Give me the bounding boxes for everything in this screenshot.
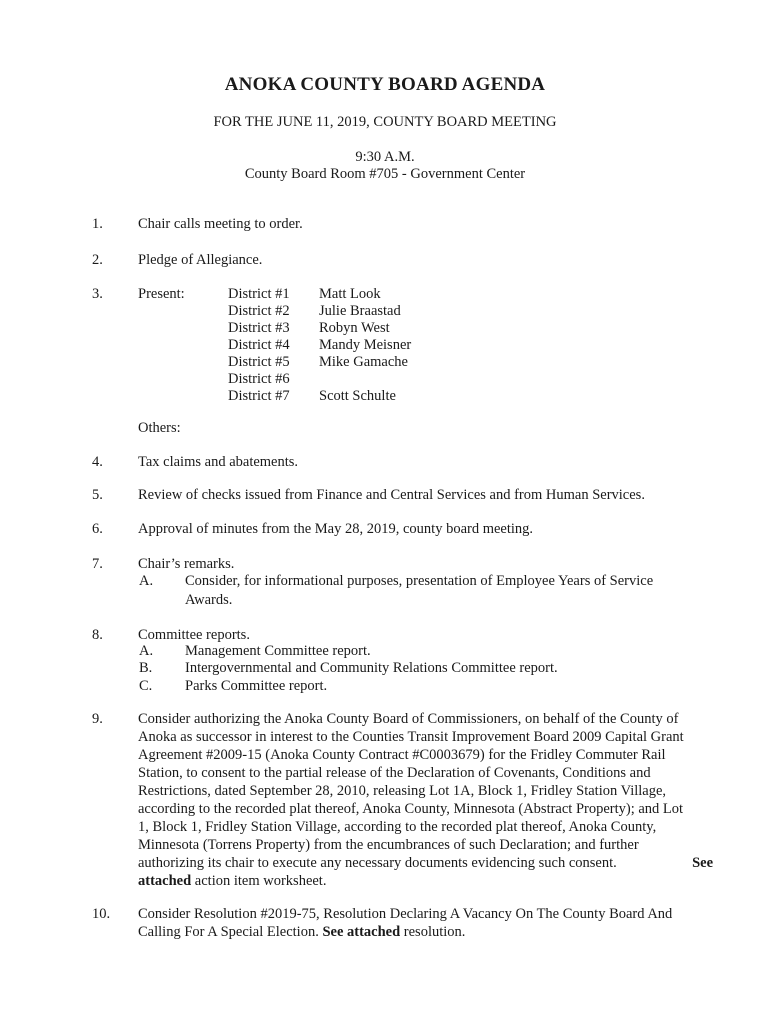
- sub-item-letter: A.: [139, 643, 154, 659]
- attached-reference: attached: [138, 873, 192, 889]
- district-label: District #3: [228, 320, 290, 336]
- see-reference: See: [692, 855, 713, 871]
- item-text-line: Station, to consent to the partial release of the Declaration of Covenants, Conditions and: [138, 765, 651, 781]
- sub-item-letter: A.: [139, 573, 154, 589]
- item-text: Committee reports.: [138, 627, 250, 643]
- item-number: 2.: [92, 252, 103, 268]
- district-label: District #4: [228, 337, 290, 353]
- item-number: 6.: [92, 521, 103, 537]
- item-text-line: [138, 873, 713, 890]
- item-text: Pledge of Allegiance.: [138, 252, 263, 268]
- item-text-fragment: resolution.: [403, 924, 466, 940]
- district-label: District #6: [228, 371, 290, 387]
- commissioner-name: Julie Braastad: [319, 303, 401, 319]
- item-text-line: [138, 924, 713, 941]
- district-label: District #5: [228, 354, 290, 370]
- item-number: 10.: [92, 906, 111, 922]
- commissioner-name: Robyn West: [319, 320, 390, 336]
- sub-item-text: Intergovernmental and Community Relations Committee report.: [185, 660, 558, 676]
- item-text-fragment: Calling For A Special Election.: [138, 924, 319, 940]
- see-attached-reference: See attached: [322, 924, 401, 940]
- meeting-time: 9:30 A.M.: [355, 149, 415, 165]
- item-text: Approval of minutes from the May 28, 2019, county board meeting.: [138, 521, 534, 537]
- present-label: Present:: [138, 286, 185, 302]
- commissioner-name: Mike Gamache: [319, 354, 408, 370]
- item-number: 7.: [92, 556, 103, 572]
- item-text-line: [138, 855, 713, 872]
- commissioner-name: Matt Look: [319, 286, 381, 302]
- meeting-subtitle: FOR THE JUNE 11, 2019, COUNTY BOARD MEETING: [213, 114, 557, 130]
- item-text: Tax claims and abatements.: [138, 454, 299, 470]
- agenda-title: ANOKA COUNTY BOARD AGENDA: [224, 74, 546, 95]
- district-label: District #2: [228, 303, 290, 319]
- item-text: Chair calls meeting to order.: [138, 216, 303, 232]
- sub-item-text: Management Committee report.: [185, 643, 371, 659]
- item-text-line: Anoka as successor in interest to the Counties Transit Improvement Board 2009 Capital Grant: [138, 729, 684, 745]
- item-text-line: according to the recorded plat thereof, Anoka County, Minnesota (Abstract Property); and Lot: [138, 801, 684, 817]
- commissioner-name: Mandy Meisner: [319, 337, 412, 353]
- item-text: Chair’s remarks.: [138, 556, 235, 572]
- sub-item-text: Parks Committee report.: [185, 678, 328, 694]
- district-label: District #7: [228, 388, 290, 404]
- item-text-line: Restrictions, dated September 28, 2010, releasing Lot 1A, Block 1, Fridley Station Village,: [138, 783, 667, 799]
- commissioner-name: Scott Schulte: [319, 388, 396, 404]
- item-text-line: 1, Block 1, Fridley Station Village, according to the recorded plat thereof, Anoka County,: [138, 819, 657, 835]
- sub-item-letter: C.: [139, 678, 153, 694]
- sub-item-text: Awards.: [185, 592, 233, 608]
- meeting-location: County Board Room #705 - Government Center: [244, 166, 526, 182]
- sub-item-letter: B.: [139, 660, 153, 676]
- item-text-fragment: action item worksheet.: [194, 873, 327, 889]
- item-number: 8.: [92, 627, 103, 643]
- item-text-line: Consider Resolution #2019-75, Resolution Declaring A Vacancy On The County Board And: [138, 906, 673, 922]
- item-number: 9.: [92, 711, 103, 727]
- others-label: Others:: [138, 420, 181, 436]
- item-number: 5.: [92, 487, 103, 503]
- district-label: District #1: [228, 286, 290, 302]
- item-number: 4.: [92, 454, 103, 470]
- sub-item-text: Consider, for informational purposes, presentation of Employee Years of Service: [185, 573, 654, 589]
- item-text: Review of checks issued from Finance and Central Services and from Human Services.: [138, 487, 645, 503]
- item-text-line: Minnesota (Torrens Property) from the encumbrances of such Declaration; and further: [138, 837, 639, 853]
- item-text-line: Agreement #2009-15 (Anoka County Contract #C0003679) for the Fridley Commuter Rail: [138, 747, 666, 763]
- item-text-fragment: authorizing its chair to execute any necessary documents evidencing such consent.: [138, 855, 617, 871]
- item-number: 1.: [92, 216, 103, 232]
- item-text-line: Consider authorizing the Anoka County Board of Commissioners, on behalf of the County of: [138, 711, 679, 727]
- item-number: 3.: [92, 286, 103, 302]
